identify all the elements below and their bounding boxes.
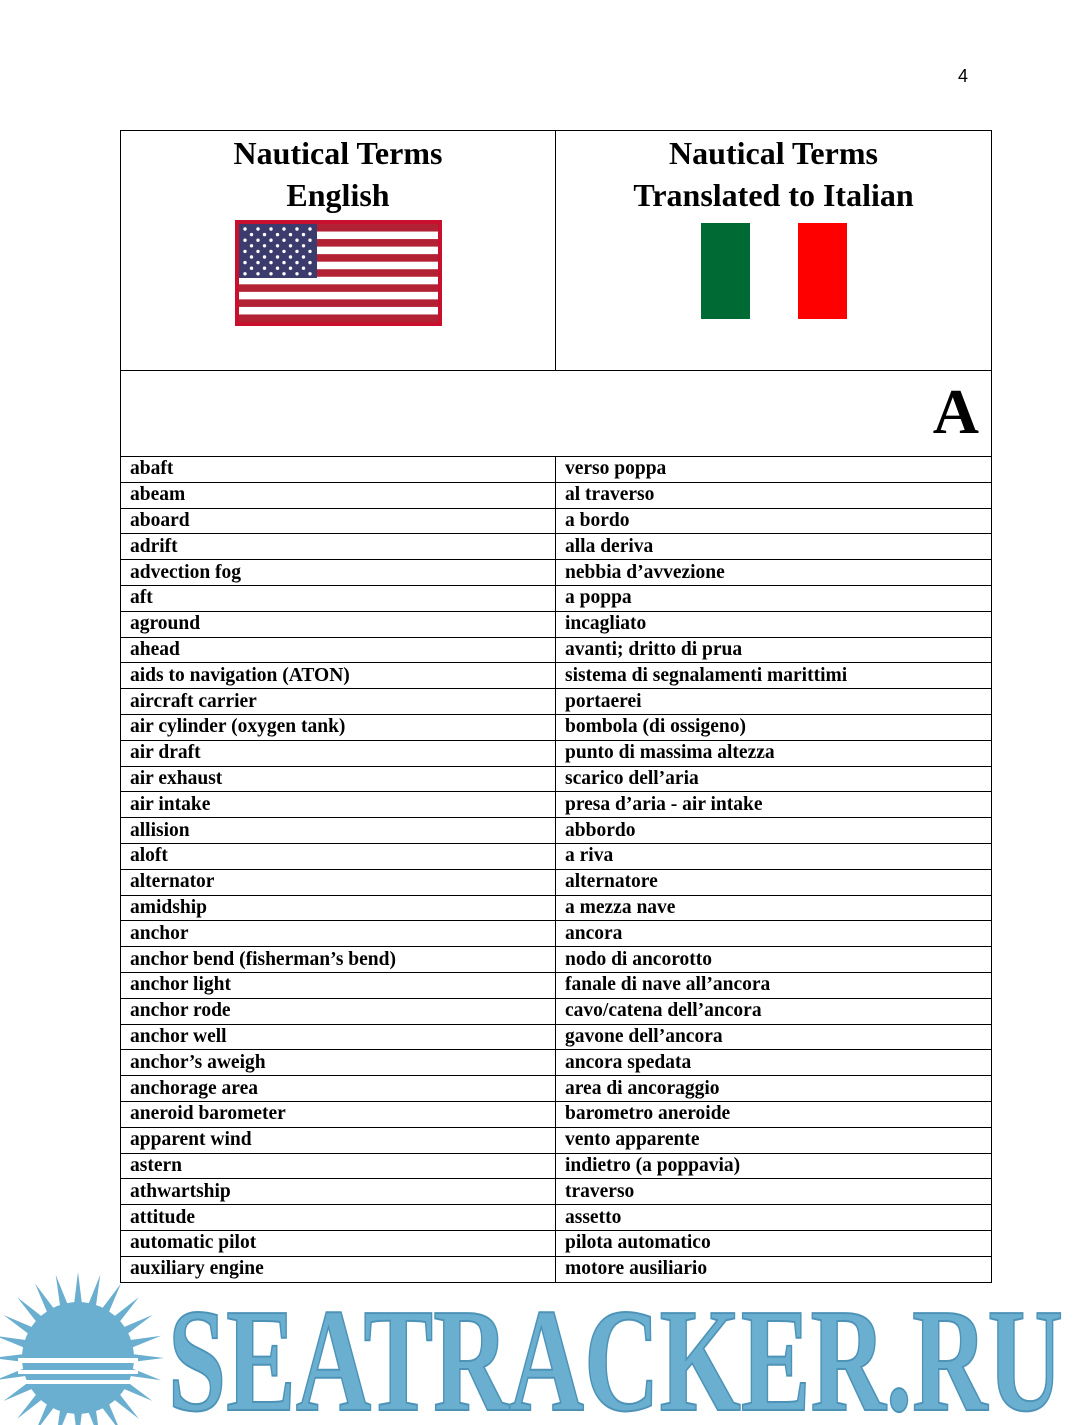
english-term: air cylinder (oxygen tank): [121, 714, 556, 740]
table-row: [121, 1205, 992, 1231]
italy-flag-icon: [701, 223, 847, 319]
table-row: [121, 1050, 992, 1076]
english-header-line2: English: [286, 177, 390, 213]
italian-term: vento apparente: [556, 1127, 992, 1153]
table-row: [121, 766, 992, 792]
table-row: [121, 585, 992, 611]
english-header-line1: Nautical Terms: [233, 135, 443, 171]
italian-term: a bordo: [556, 508, 992, 534]
italian-term: pilota automatico: [556, 1230, 992, 1256]
english-term: astern: [121, 1153, 556, 1179]
table-row: [121, 1153, 992, 1179]
table-row: [121, 637, 992, 663]
english-term: amidship: [121, 895, 556, 921]
italian-term: area di ancoraggio: [556, 1076, 992, 1102]
italian-term: traverso: [556, 1179, 992, 1205]
table-row: [121, 972, 992, 998]
english-term: adrift: [121, 534, 556, 560]
section-letter-cell: [121, 371, 992, 457]
table-row: [121, 1101, 992, 1127]
table-row: [121, 508, 992, 534]
italian-header-line2: Translated to Italian: [633, 177, 914, 213]
italian-term: sistema di segnalamenti marittimi: [556, 663, 992, 689]
table-row: [121, 1179, 992, 1205]
italian-term: abbordo: [556, 818, 992, 844]
italian-term: assetto: [556, 1205, 992, 1231]
english-term: advection fog: [121, 560, 556, 586]
english-term: athwartship: [121, 1179, 556, 1205]
table-row: [121, 895, 992, 921]
english-term: auxiliary engine: [121, 1256, 556, 1282]
section-letter: A: [932, 376, 979, 447]
italian-term: al traverso: [556, 482, 992, 508]
table-row: [121, 560, 992, 586]
italian-term: gavone dell’ancora: [556, 1024, 992, 1050]
italian-header-cell: [556, 131, 992, 371]
italian-term: scarico dell’aria: [556, 766, 992, 792]
italian-term: a poppa: [556, 585, 992, 611]
table-row: [121, 921, 992, 947]
table-row: [121, 843, 992, 869]
italian-term: verso poppa: [556, 457, 992, 483]
english-term: ahead: [121, 637, 556, 663]
english-header-title: [121, 132, 555, 216]
english-term: aloft: [121, 843, 556, 869]
english-term: aft: [121, 585, 556, 611]
italian-term: presa d’aria - air intake: [556, 792, 992, 818]
watermark-text: SEATRACKER.RU: [168, 1279, 1063, 1425]
english-term: anchor light: [121, 972, 556, 998]
italian-term: nodo di ancorotto: [556, 947, 992, 973]
english-term: abaft: [121, 457, 556, 483]
italian-term: alla deriva: [556, 534, 992, 560]
english-term: apparent wind: [121, 1127, 556, 1153]
italian-header-title: [556, 132, 991, 216]
table-row: [121, 714, 992, 740]
english-term: aground: [121, 611, 556, 637]
english-term: allision: [121, 818, 556, 844]
italian-term: portaerei: [556, 689, 992, 715]
italian-term: avanti; dritto di prua: [556, 637, 992, 663]
english-term: air draft: [121, 740, 556, 766]
english-term: attitude: [121, 1205, 556, 1231]
italian-term: alternatore: [556, 869, 992, 895]
italian-term: ancora: [556, 921, 992, 947]
table-row: [121, 663, 992, 689]
english-term: aircraft carrier: [121, 689, 556, 715]
english-term: aboard: [121, 508, 556, 534]
header-row: [121, 131, 992, 371]
us-flag-icon: [235, 220, 442, 326]
table-row: [121, 818, 992, 844]
page-number: 4: [958, 66, 969, 86]
table-row: [121, 534, 992, 560]
english-term: anchor rode: [121, 998, 556, 1024]
table-row: [121, 947, 992, 973]
table-row: [121, 611, 992, 637]
english-term: anchor: [121, 921, 556, 947]
italian-term: motore ausiliario: [556, 1256, 992, 1282]
table-row: [121, 998, 992, 1024]
english-term: alternator: [121, 869, 556, 895]
italian-term: a mezza nave: [556, 895, 992, 921]
english-term: aids to navigation (ATON): [121, 663, 556, 689]
glossary-table: [120, 130, 992, 1283]
english-header-cell: [121, 131, 556, 371]
italian-term: fanale di nave all’ancora: [556, 972, 992, 998]
italian-term: a riva: [556, 843, 992, 869]
english-term: air exhaust: [121, 766, 556, 792]
italian-term: indietro (a poppavia): [556, 1153, 992, 1179]
italian-term: nebbia d’avvezione: [556, 560, 992, 586]
table-row: [121, 1230, 992, 1256]
english-term: anchor’s aweigh: [121, 1050, 556, 1076]
sun-logo-icon: [0, 1272, 164, 1425]
italian-term: incagliato: [556, 611, 992, 637]
italian-term: barometro aneroide: [556, 1101, 992, 1127]
table-row: [121, 457, 992, 483]
italian-term: bombola (di ossigeno): [556, 714, 992, 740]
table-row: [121, 740, 992, 766]
italian-term: punto di massima altezza: [556, 740, 992, 766]
table-row: [121, 1024, 992, 1050]
english-term: anchor well: [121, 1024, 556, 1050]
english-term: automatic pilot: [121, 1230, 556, 1256]
english-term: aneroid barometer: [121, 1101, 556, 1127]
table-row: [121, 1127, 992, 1153]
table-row: [121, 1076, 992, 1102]
english-term: abeam: [121, 482, 556, 508]
seatracker-watermark: [0, 1262, 1080, 1425]
english-term: air intake: [121, 792, 556, 818]
section-row: [121, 371, 992, 457]
table-row: [121, 869, 992, 895]
english-term: anchorage area: [121, 1076, 556, 1102]
table-row: [121, 482, 992, 508]
english-term: anchor bend (fisherman’s bend): [121, 947, 556, 973]
italian-term: cavo/catena dell’ancora: [556, 998, 992, 1024]
table-row: [121, 792, 992, 818]
italian-term: ancora spedata: [556, 1050, 992, 1076]
italian-header-line1: Nautical Terms: [669, 135, 878, 171]
table-row: [121, 689, 992, 715]
